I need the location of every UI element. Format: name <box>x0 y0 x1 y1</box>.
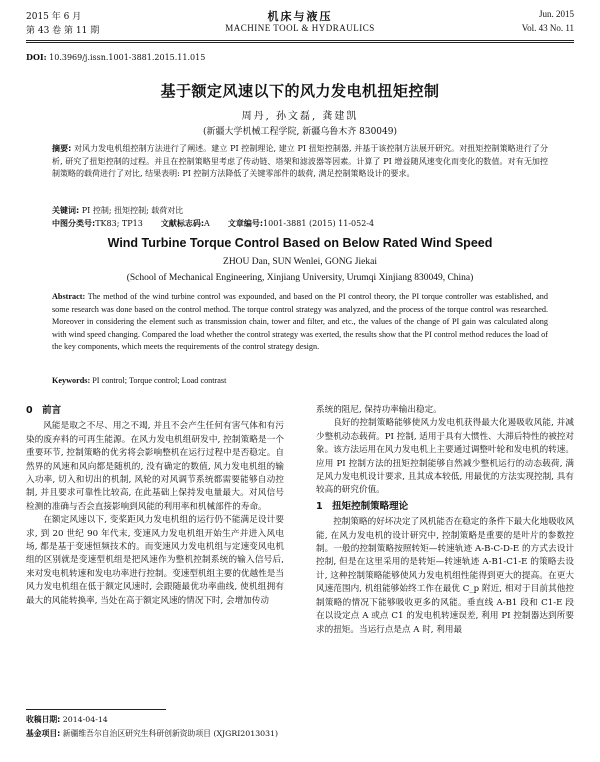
authors-cn: 周丹, 孙文磊, 龚建凯 <box>241 111 359 122</box>
doc-code-label: 文献标志码: <box>160 219 205 228</box>
doc-code-value: A <box>204 219 210 228</box>
header-date-en: Jun. 2015 <box>538 9 574 19</box>
header-journal-cn: 机床与液压 <box>267 10 333 23</box>
affiliation-en: (School of Mechanical Engineering, Xinjiang University, Urumqi Xinjiang 830049, China) <box>126 273 474 283</box>
body-column-right <box>316 404 574 637</box>
footnote-received <box>26 714 574 725</box>
body-column-left <box>26 404 284 608</box>
paragraph: 在额定风速以下, 变桨距风力发电机组的运行仍不能满足设计要求, 到 20 世纪 90 年代末, 变速风力发电机组开始生产并进入风电场, 都是基于变速恒频技术的。而变速风力发电机组与定速变风电机组的区别就是变速型机组是把风速作为整机控制系统的输入信号后, 来对发电机转速和发电功率进行控制。变速型机组主要的优越性是当风力发电机组在低于额定风速时, 会跟随最优功率曲线, 使机组拥有最大的风能转换率, 当处在高于额定风速的情况下时, 会增加传动 <box>26 515 284 606</box>
keywords-cn <box>52 205 548 216</box>
header-volume-en: Vol. 43 No. 11 <box>521 23 574 33</box>
fund-text: 新疆维吾尔自治区研究生科研创新资助项目 (XJGRI2013031) <box>62 729 279 738</box>
section-1-heading: 1 扭矩控制策略理论 <box>316 500 409 512</box>
article-no-value: 1001-3881 (2015) 11-052-4 <box>263 219 375 228</box>
authors-en: ZHOU Dan, SUN Wenlei, GONG Jiekai <box>223 257 377 267</box>
header-year-month: 2015 年 6 月 <box>26 12 82 22</box>
doi-value: 10.3969/j.issn.1001-3881.2015.11.015 <box>49 53 206 62</box>
abstract-en-label: Abstract: <box>52 292 86 301</box>
paragraph: 良好的控制策略能够使风力发电机获得最大化遏吸收风能, 并减少整机动态载荷。PI 控制, 适用于具有大惯性、大滞后特性的被控对象。该方法运用在风力发电机上主要通过调整叶轮和发电机的转速。应用 PI 控制方法的扭矩控制能够自然减少整机运行的动态载荷, 满足风力发电机设计要求, 且其成本较低, 用最优的方法实现控制, 具有较高的研究价值。 <box>316 418 574 496</box>
abstract-cn-text: 对风力发电机组控制方法进行了阐述。建立 PI 控制理论, 建立 PI 扭矩控制器, 并基于该控制方法展开研究。对扭矩控制策略进行了分析, 研究了扭矩控制的过程。并且在控制策略里考虑了传动链、塔架和滤波器等因素。计算了 PI 增益随风速变化而变化的数值。对有无加控制策略的载荷进行了对比, 结果表明: PI 控制方法降低了关键零部件的载荷, 满足控制策略设计的要求。 <box>52 144 548 178</box>
header-volume-cn: 第 43 卷 第 11 期 <box>26 26 100 36</box>
classification-line <box>52 218 548 229</box>
paper-title-en: Wind Turbine Torque Control Based on Below Rated Wind Speed <box>107 236 493 250</box>
header-journal-en: MACHINE TOOL & HYDRAULICS <box>225 23 375 33</box>
paragraph: 风能是取之不尽、用之不竭, 并且不会产生任何有害气体和有污染的废弃料的可再生能源。在风力发电机组研发中, 控制策略是一个重要环节, 控制策略的优劣将会影响整机在运行过程中是否稳定。自然界的风速和风向都是随机的, 没有确定的数值, 风力发电机组的输入功率, 切入和切出的机制, 风轮的对风调节系统都需要能够自动控制, 并且要求可靠性比较高, 在此基础上保持发电量最大。对风信号检测的准确与否会直接影响到风能的利用率和机械部件的寿命。 <box>26 421 284 512</box>
keywords-cn-label: 关键词: <box>52 206 80 215</box>
article-no-label: 文章编号: <box>227 219 264 228</box>
paragraph: 系统的阻尼, 保持功率输出稳定。 <box>316 405 442 415</box>
paper-title-cn: 基于额定风速以下的风力发电机扭矩控制 <box>160 82 440 100</box>
section-0-heading: 0 前言 <box>26 405 62 416</box>
fund-label: 基金项目: <box>26 729 61 738</box>
header-rule <box>26 40 574 41</box>
keywords-cn-text: PI 控制; 扭矩控制; 载荷对比 <box>81 206 184 215</box>
received-date: 2014-04-14 <box>62 715 108 724</box>
clc-value: TK83; TP13 <box>95 219 143 228</box>
footnote-fund <box>26 728 574 739</box>
abstract-cn-label: 摘要: <box>52 144 72 153</box>
received-label: 收稿日期: <box>26 715 61 724</box>
clc-label: 中图分类号: <box>52 219 96 228</box>
keywords-en <box>52 376 548 385</box>
abstract-cn <box>52 143 548 181</box>
running-header <box>26 8 574 40</box>
keywords-en-text: PI control; Torque control; Load contrast <box>92 376 227 385</box>
abstract-en-text: The method of the wind turbine control was expounded, and based on the PI control theory, the PI torque controller was established, and some research was done based on the control method. The torque control strategy was analyzed, and the process of the torque control was researched. Moreover in considering the element such as transmission chain, tower and filter, and etc., the values of the change of PI gain was calculated along with wind speed changing. Compared the load whether the control strategy was exerted, the results show that the PI control method reduces the load of the key components, which meets the requirements of the control strategy design. <box>52 292 548 351</box>
footnote-rule <box>26 709 166 710</box>
header-rule-thin <box>26 42 574 43</box>
abstract-en <box>52 291 548 354</box>
doi-label: DOI: <box>26 52 47 62</box>
keywords-en-label: Keywords: <box>52 376 91 385</box>
doi-line <box>26 52 205 62</box>
affiliation-cn: (新疆大学机械工程学院, 新疆乌鲁木齐 830049) <box>203 127 397 137</box>
paragraph: 控制策略的好坏决定了风机能否在稳定的条件下最大化地吸收风能, 在风力发电机的设计研究中, 控制策略是重要的是叶片的参数控制。一般的控制策略按照转矩—转速轨迹 A-B-C-D-E 的方式去设计控制, 但是在这里采用的是转矩—转速轨迹 A-B1-C1-E 的策略去设计, 这种控制策略能够使风力发电机组性能得到更大的提高。在更大风速范围内, 机组能够始终工作在最优 C_p 附近, 相对于目前其他控制策略的情况下能够吸收更多的风能。垂直线 A-B1 段和 C1-E 段在以设定点 A 或点 C1 的发电机转速误差, 利用 PI 控制器达到所要求的扭矩。当运行点是点 A 时, 利用最 <box>316 517 574 635</box>
